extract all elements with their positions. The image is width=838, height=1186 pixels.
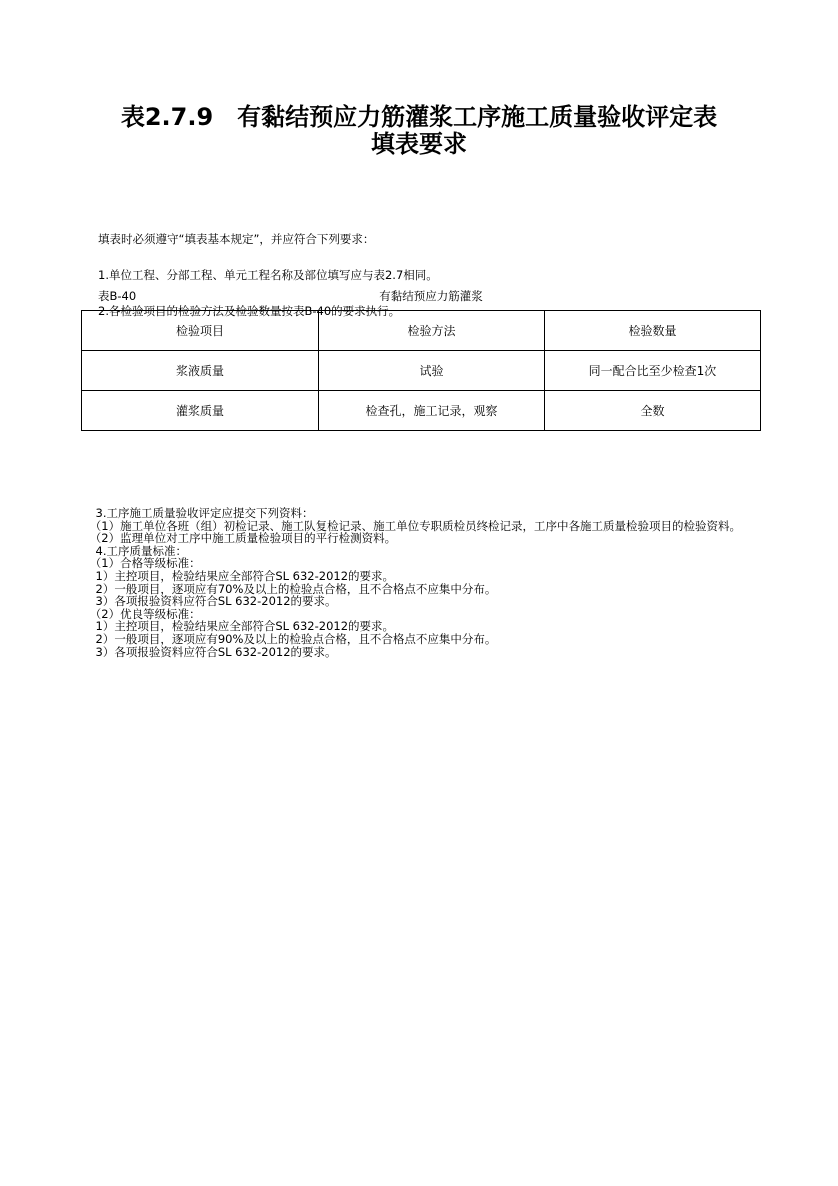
table-number: 表B-40 bbox=[98, 289, 137, 303]
table-cell: 灌浆质量 bbox=[82, 391, 319, 431]
table-cell: 同一配合比至少检查1次 bbox=[545, 351, 761, 391]
table-cell: 全数 bbox=[545, 391, 761, 431]
req-line: 4.工序质量标准： bbox=[84, 543, 187, 558]
req-line: （2）监理单位对工序中施工质量检验项目的平行检测资料。 bbox=[84, 531, 397, 546]
req-line: 3）各项报验资料应符合SL 632-2012的要求。 bbox=[84, 644, 337, 659]
table-cell: 试验 bbox=[319, 351, 545, 391]
table-cell: 浆液质量 bbox=[82, 351, 319, 391]
header-cell: 检验项目 bbox=[82, 311, 319, 351]
title-line-1: 表2.7.9 有黏结预应力筋灌浆工序施工质量验收评定表 bbox=[120, 103, 718, 131]
table-caption: 有黏结预应力筋灌浆 bbox=[379, 289, 483, 303]
req-line: 1）主控项目，检验结果应全部符合SL 632-2012的要求。 bbox=[84, 568, 395, 583]
intro-line-2: 1.单位工程、分部工程、单元工程名称及部位填写应与表2.7相同。 bbox=[98, 268, 438, 282]
header-cell: 检验数量 bbox=[545, 311, 761, 351]
table-row bbox=[82, 391, 761, 431]
req-line: （2）优良等级标准： bbox=[84, 606, 201, 621]
header-cell: 检验方法 bbox=[319, 311, 545, 351]
req-line: （1）施工单位各班（组）初检记录、施工队复检记录、施工单位专职质检员终检记录，工序中各施工质量检验项目的检验资料。 bbox=[84, 518, 742, 533]
req-line: （1）合格等级标准： bbox=[84, 556, 201, 571]
inspection-table bbox=[81, 310, 761, 431]
req-line: 3）各项报验资料应符合SL 632-2012的要求。 bbox=[84, 594, 337, 609]
table-row bbox=[82, 351, 761, 391]
req-line: 1）主控项目，检验结果应全部符合SL 632-2012的要求。 bbox=[84, 619, 395, 634]
page-title bbox=[60, 104, 778, 158]
req-line: 2）一般项目，逐项应有70%及以上的检验点合格，且不合格点不应集中分布。 bbox=[84, 581, 497, 596]
title-line-2: 填表要求 bbox=[371, 130, 467, 158]
req-line: 3.工序施工质量验收评定应提交下列资料： bbox=[84, 506, 314, 520]
requirements-section bbox=[84, 507, 774, 658]
intro-line-1: 填表时必须遵守“填表基本规定”，并应符合下列要求： bbox=[98, 232, 375, 246]
table-header-row bbox=[82, 311, 761, 351]
intro-line-3: 2.各检验项目的检验方法及检验数量按表B-40的要求执行。 bbox=[98, 304, 401, 318]
table-cell: 检查孔，施工记录，观察 bbox=[319, 391, 545, 431]
req-line: 2）一般项目，逐项应有90%及以上的检验点合格，且不合格点不应集中分布。 bbox=[84, 631, 497, 646]
